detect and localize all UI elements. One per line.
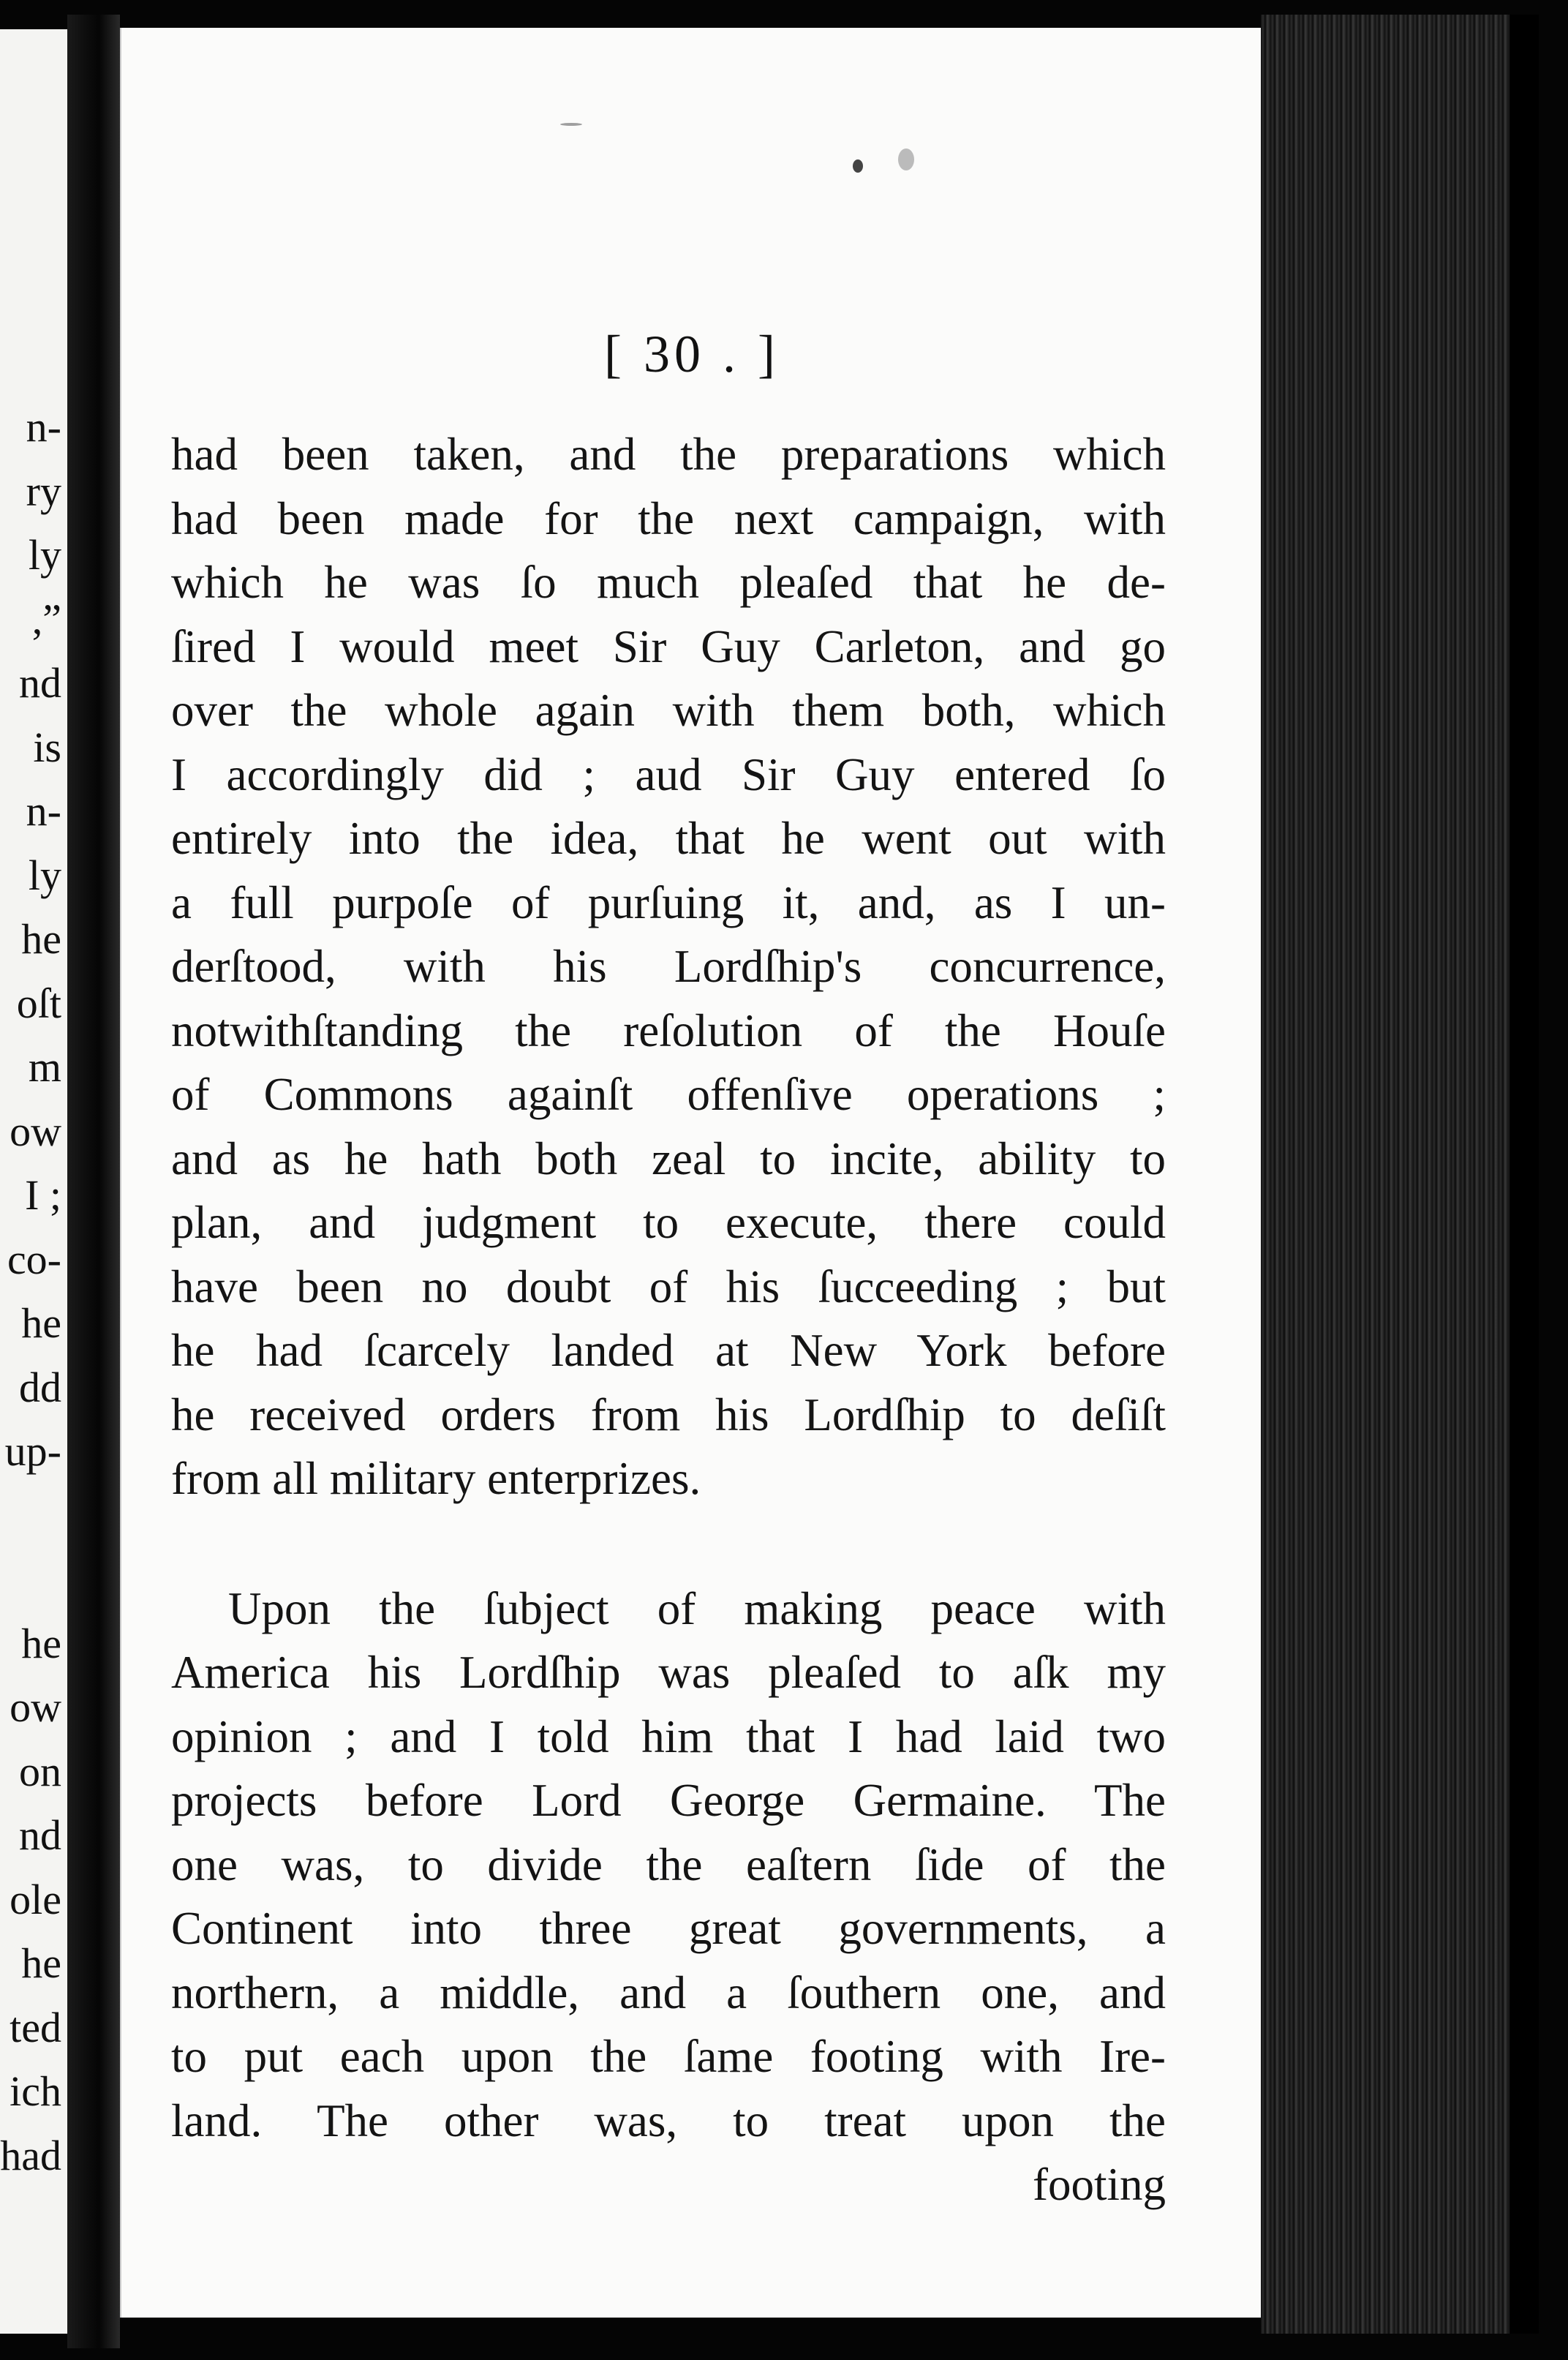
facing-page-fragment: ly <box>28 851 61 899</box>
text-line: have been no doubt of his ſucceeding ; but <box>171 1260 1166 1312</box>
facing-page-fragment: oſt <box>16 979 61 1027</box>
facing-page-fragment: ,” <box>31 595 61 643</box>
facing-page-fragment: he <box>21 1619 61 1667</box>
facing-page-fragment: is <box>33 723 61 771</box>
text-line: derſtood, with his Lordſhip's concurrence, <box>171 941 1166 992</box>
facing-page-fragment: ly <box>28 531 61 579</box>
facing-page <box>0 29 67 2334</box>
text-line: from all military enterprizes. <box>171 1453 701 1504</box>
facing-page-fragment: he <box>21 1299 61 1347</box>
facing-page-fragment: ow <box>10 1683 61 1731</box>
text-line: had been made for the next campaign, with <box>171 492 1166 544</box>
facing-page-fragment: he <box>21 1939 61 1987</box>
text-line: a full purpoſe of purſuing it, and, as I un- <box>171 876 1166 928</box>
facing-page-fragment: I ; <box>25 1171 61 1219</box>
book-page <box>120 28 1262 2318</box>
facing-page-fragment: up- <box>4 1427 61 1475</box>
text-line: Upon the ſubject of making peace with <box>228 1582 1166 1634</box>
facing-page-fragment: he <box>21 915 61 963</box>
text-line: land. The other was, to treat upon the <box>171 2094 1166 2146</box>
text-line: Continent into three great governments, a <box>171 1903 1166 1954</box>
facing-page-fragment: n- <box>26 787 61 835</box>
facing-page-fragment: m <box>28 1043 61 1091</box>
page-blemish <box>898 149 914 170</box>
text-line: of Commons againſt offenſive operations ; <box>171 1069 1166 1120</box>
text-line: ſired I would meet Sir Guy Carleton, and go <box>171 620 1166 672</box>
facing-page-fragment <box>0 1547 61 1612</box>
text-line: projects before Lord George Germaine. The <box>171 1775 1166 1826</box>
text-line: over the whole again with them both, which <box>171 685 1166 736</box>
catchword: footing <box>1033 2159 1166 2210</box>
page-blemish <box>853 159 863 173</box>
page-blemish <box>560 123 582 126</box>
text-line: which he was ſo much pleaſed that he de- <box>171 557 1166 608</box>
text-line: opinion ; and I told him that I had laid two <box>171 1710 1166 1762</box>
facing-page-fragment <box>0 1484 61 1548</box>
facing-page-fragment: on <box>19 1747 61 1795</box>
facing-page-fragment: ted <box>10 2003 61 2051</box>
facing-page-fragment: n- <box>26 403 61 451</box>
text-line: entirely into the idea, that he went out with <box>171 813 1166 864</box>
facing-page-fragment: had <box>0 2131 61 2179</box>
facing-page-fragment: ole <box>10 1875 61 1923</box>
text-line: notwithſtanding the reſolution of the Houſe <box>171 1004 1166 1056</box>
facing-page-text-fragments <box>0 395 61 2187</box>
text-line: to put each upon the ſame footing with Ire- <box>171 2031 1166 2082</box>
book-gutter <box>67 15 120 2348</box>
text-line: I accordingly did ; aud Sir Guy entered ſo <box>171 748 1166 800</box>
text-line: plan, and judgment to execute, there could <box>171 1197 1166 1248</box>
text-line: and as he hath both zeal to incite, ability to <box>171 1132 1166 1184</box>
text-line: America his Lordſhip was pleaſed to aſk my <box>171 1647 1166 1698</box>
text-line: one was, to divide the eaſtern ſide of the <box>171 1838 1166 1890</box>
facing-page-fragment: nd <box>19 1811 61 1859</box>
facing-page-fragment: ry <box>26 467 61 515</box>
facing-page-fragment: ich <box>10 2067 61 2115</box>
text-line: had been taken, and the preparations which <box>171 429 1166 480</box>
facing-page-fragment: ow <box>10 1107 61 1155</box>
facing-page-fragment: nd <box>19 659 61 707</box>
page-body-text <box>171 423 1166 2217</box>
text-line: northern, a middle, and a ſouthern one, and <box>171 1966 1166 2018</box>
text-line: he had ſcarcely landed at New York before <box>171 1325 1166 1376</box>
page-number: [ 30 . ] <box>604 325 780 383</box>
facing-page-fragment: dd <box>19 1363 61 1411</box>
facing-page-fragment: co- <box>7 1235 61 1283</box>
text-line: he received orders from his Lordſhip to deſiſt <box>171 1388 1166 1440</box>
page-block-edges <box>1261 15 1539 2334</box>
paragraph-gap <box>171 1511 1166 1577</box>
